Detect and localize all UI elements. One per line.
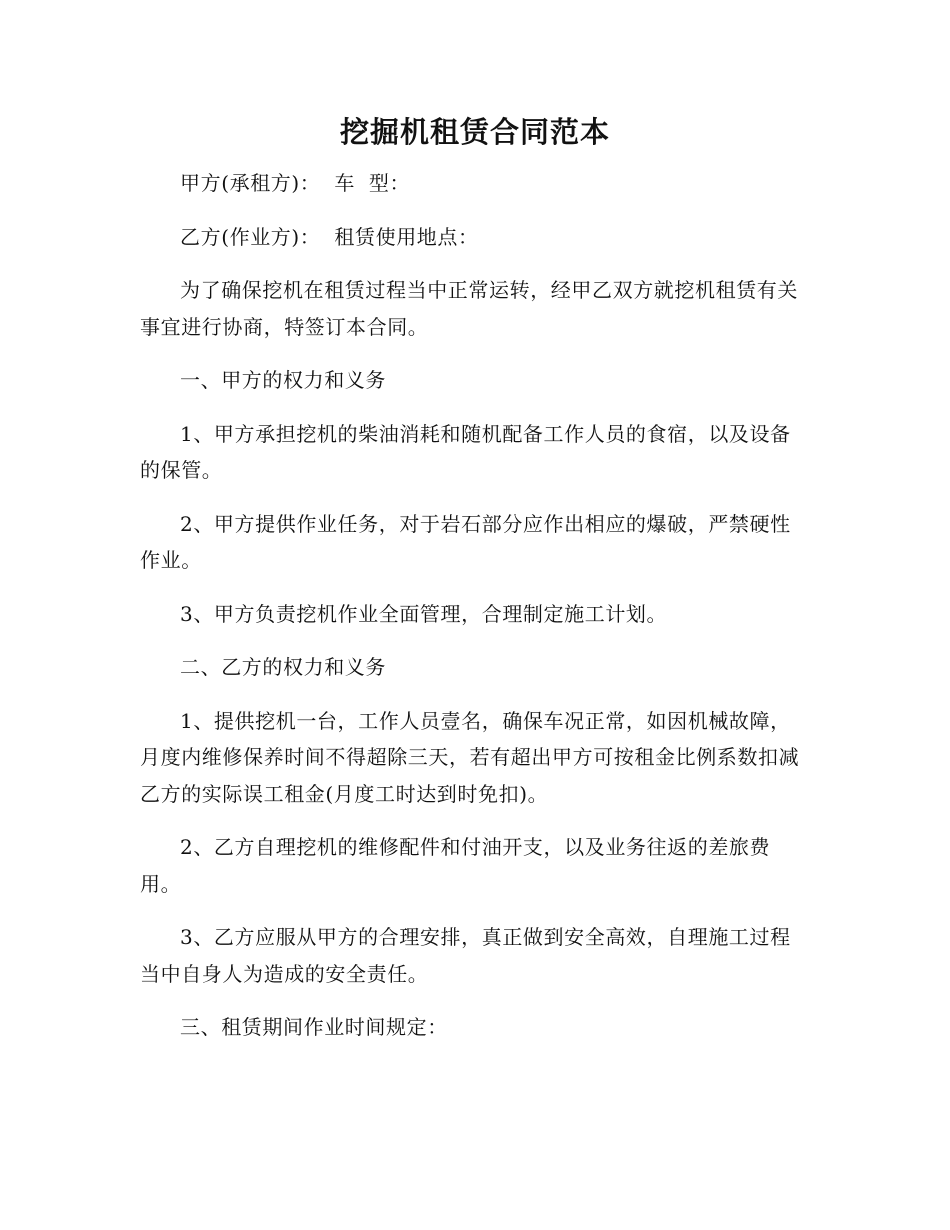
vehicle-type-label: 车 型： bbox=[334, 171, 411, 195]
section2-item-2: 2、乙方自理挖机的维修配件和付油开支，以及业务往返的差旅费用。 bbox=[140, 835, 771, 896]
intro-paragraph: 为了确保挖机在租赁过程当中正常运转，经甲乙双方就挖机租赁有关事宜进行协商，特签订本合同。 bbox=[140, 278, 798, 339]
section1-item-3: 3、甲方负责挖机作业全面管理，合理制定施工计划。 bbox=[180, 601, 668, 626]
party-a-label: 甲方(承租方)： bbox=[180, 171, 321, 195]
section1-item-2: 2、甲方提供作业任务，对于岩石部分应作出相应的爆破，严禁硬性作业。 bbox=[140, 511, 791, 572]
document-title: 挖掘机租赁合同范本 bbox=[339, 115, 610, 149]
section2-item-3: 3、乙方应服从甲方的合理安排，真正做到安全高效，自理施工过程当中自身人为造成的安全责任。 bbox=[140, 925, 791, 986]
section2-item-1: 1、提供挖机一台，工作人员壹名，确保车况正常，如因机械故障，月度内维修保养时间不得超除三天，若有超出甲方可按租金比例系数扣减乙方的实际误工租金(月度工时达到时免扣)。 bbox=[140, 708, 800, 806]
section2-heading: 二、乙方的权力和义务 bbox=[180, 655, 386, 679]
party-b-line bbox=[140, 219, 808, 256]
section3-heading: 三、租赁期间作业时间规定： bbox=[180, 1015, 448, 1039]
party-a-line bbox=[140, 165, 808, 202]
section1-item-1: 1、甲方承担挖机的柴油消耗和随机配备工作人员的食宿，以及设备的保管。 bbox=[140, 421, 791, 482]
party-b-label: 乙方(作业方)： bbox=[180, 224, 321, 249]
location-label: 租赁使用地点： bbox=[334, 224, 479, 249]
document-body bbox=[140, 165, 808, 1046]
section1-heading: 一、甲方的权力和义务 bbox=[180, 368, 386, 392]
